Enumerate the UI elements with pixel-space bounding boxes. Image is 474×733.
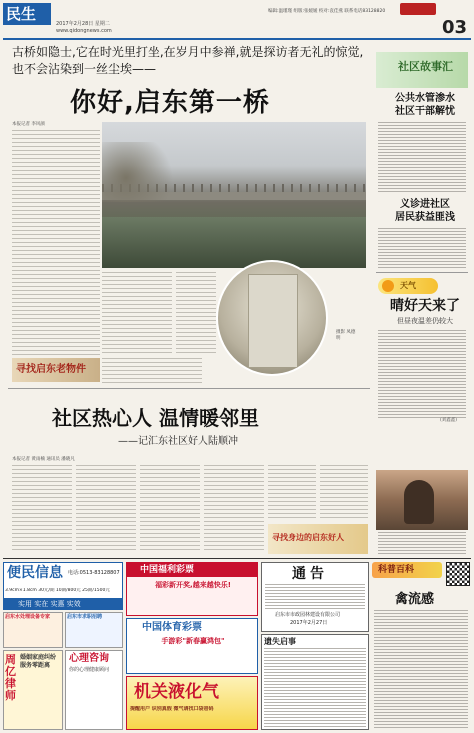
sidebar-weather-body (378, 330, 466, 418)
notice-body (265, 584, 365, 610)
sidebar-story1-headline: 公共水管渗水 社区干部解忧 (395, 93, 455, 117)
ad-gas-slogan: 提醒用户 识别真假 微气请找口袋爸码 (130, 706, 214, 712)
main-body-column-1 (12, 130, 100, 355)
sun-icon (382, 280, 394, 292)
main-body-column-2 (102, 272, 172, 356)
feature-body-column-2 (76, 465, 136, 553)
section-title: 民生 (6, 5, 37, 23)
feature-bottom-rule (3, 558, 471, 559)
sidebar-photo-people (376, 470, 468, 530)
ad-counseling-title: 心理咨询 (69, 653, 109, 664)
lost-notice-title: 遗失启事 (264, 637, 296, 646)
main-photo-caption: 摄影 凤德明 (336, 330, 356, 341)
welfare-lottery-slogan: 福彩新开奖,越来越快乐! (155, 581, 231, 589)
ad-job-help-title: 启东市求职招聘 (67, 614, 103, 620)
classifieds-size-line: 3.9cm×1.8cm 30元/期 10期/800元 25期/1500元 (5, 588, 110, 593)
science-headline: 禽流感 (395, 592, 435, 607)
main-deck: 古桥如隐士,它在时光里打坐,在岁月中参禅,就是探访者无礼的惊觉,也不会沾染到一丝尘埃—— (12, 45, 364, 76)
ad-lawyer-service: 婚姻家庭纠纷 服务零距离 (20, 654, 57, 669)
sidebar-weather-photo-caption: (刘鑫鑫) (440, 418, 458, 423)
science-qr-code (446, 562, 470, 586)
welfare-lottery-brand: 中国福利彩票 (140, 565, 195, 575)
sports-lottery-brand: 中国体育彩票 (142, 622, 202, 633)
feature-body-column-4 (204, 465, 264, 553)
feature-body-column-5 (268, 465, 316, 521)
notice-title: 通告 (292, 566, 328, 582)
sidebar-story2-body (378, 228, 466, 268)
classifieds-title: 便民信息 (7, 565, 63, 581)
page-number: 03 (442, 17, 468, 38)
header-website: www.qidongnews.com (56, 28, 112, 34)
header-logo (400, 3, 436, 15)
main-body-column-3 (176, 272, 216, 356)
feature-body-column-6 (320, 465, 368, 521)
ad-lawyer-name: 周亿律师 (5, 653, 16, 702)
feature-body-column-3 (140, 465, 200, 553)
sidebar-weather-subhead: 但昼夜温差仍较大 (397, 317, 453, 325)
feature-footer-banner-label: 寻找身边的启东好人 (272, 533, 344, 542)
feature-headline: 社区热心人 温情暖邻里 (52, 406, 259, 430)
classifieds-phone: 电话:0513-83128807 (68, 570, 120, 576)
trees (102, 142, 182, 202)
science-body (374, 610, 468, 730)
ad-water-treatment-title: 启东水处理设备专家 (5, 614, 51, 620)
classifieds-tags: 实用 实在 实惠 实效 (18, 600, 81, 608)
main-photo-stone (216, 260, 328, 376)
feature-body-column-1 (12, 465, 72, 553)
sidebar-weather-rule (376, 272, 468, 273)
ad-gas-title: 机关液化气 (134, 682, 219, 702)
science-badge-text: 科普百科 (378, 565, 415, 575)
main-headline: 你好,启东第一桥 (70, 88, 270, 118)
main-photo-bridge (102, 122, 366, 268)
notice-date: 2017年2月27日 (290, 620, 328, 626)
header-date: 2017年2月28日 星期二 (56, 21, 110, 27)
main-byline: 本报记者 李风颜 (12, 122, 45, 127)
sidebar-story1-body (378, 122, 466, 194)
sidebar-column-title-text: 社区故事汇 (398, 60, 453, 73)
notice-signature: 启东市市政园林建设有限公司 (275, 612, 341, 618)
sidebar-weather-label: 天气 (400, 281, 416, 290)
column-banner-label: 寻找启东老物件 (16, 364, 86, 375)
main-body-column-5 (102, 358, 202, 384)
person-silhouette (404, 480, 434, 524)
main-story-rule (8, 388, 370, 389)
sports-lottery-slogan: 手游彩"新春赢鸿包" (161, 637, 225, 645)
sidebar-weather-headline: 晴好天来了 (390, 298, 460, 314)
header-rule (3, 38, 471, 40)
sidebar-story2-headline: 义诊进社区 居民获益匪浅 (395, 199, 455, 223)
feature-subhead: ——记汇东社区好人陆顺冲 (118, 436, 238, 447)
ad-counseling-sub: 你的心理健康顾问 (69, 667, 110, 673)
feature-byline: 本报记者 黄雨楠 通讯员 潘晓凡 (12, 457, 75, 462)
header-staff: 编辑:温瑾瑾 组版:张媛媛 校对:袁佳燕 联系电话83128820 (268, 9, 386, 14)
sidebar-photo-caption-body (378, 532, 466, 554)
water (102, 217, 366, 268)
lost-notice-body (264, 648, 366, 728)
stone-tablet (248, 274, 298, 368)
